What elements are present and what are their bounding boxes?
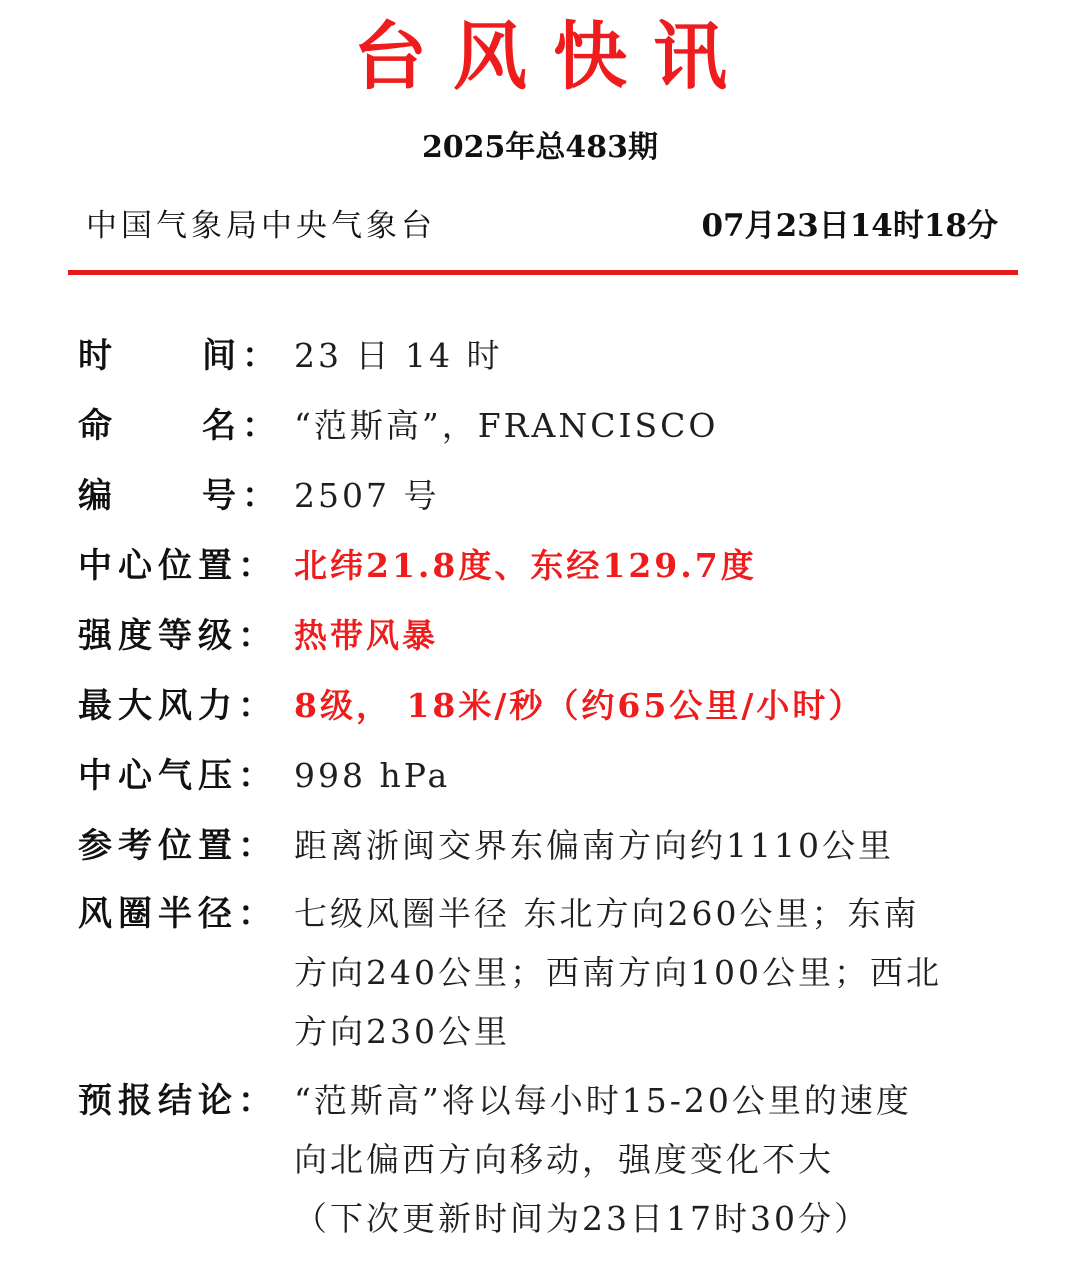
forecast-line: （下次更新时间为23日17时30分） <box>294 1199 870 1238</box>
field-label-center-position: 中心位置： <box>78 546 278 586</box>
field-label-max-wind: 最大风力： <box>78 686 278 726</box>
field-value-name: “范斯高”，FRANCISCO <box>294 406 719 445</box>
field-label-forecast: 预报结论： <box>78 1081 278 1121</box>
page-title: 台风快讯 <box>353 14 753 100</box>
issue-datetime: 07月23日14时18分 <box>701 208 998 244</box>
field-value-reference-position: 距离浙闽交界东偏南方向约1110公里 <box>294 826 894 865</box>
field-value-center-position: 北纬21.8度、东经129.7度 <box>294 546 757 585</box>
field-value-number: 2507 号 <box>294 476 440 515</box>
field-label-wind-radius: 风圈半径： <box>78 894 278 934</box>
wind-radius-line: 方向240公里；西南方向100公里；西北 <box>294 953 942 992</box>
field-label-pressure: 中心气压： <box>78 756 278 796</box>
field-label-reference-position: 参考位置： <box>78 826 278 866</box>
field-value-max-wind: 8级， 18米/秒（约65公里/小时） <box>294 686 865 725</box>
wind-radius-line: 方向230公里 <box>294 1012 510 1051</box>
field-value-pressure: 998 hPa <box>294 756 451 795</box>
forecast-line: “范斯高”将以每小时15-20公里的速度 <box>294 1081 912 1120</box>
issue-number: 2025年总483期 <box>421 130 659 165</box>
wind-radius-line: 七级风圈半径 东北方向260公里；东南 <box>294 894 920 933</box>
field-value-intensity: 热带风暴 <box>294 616 438 655</box>
header-divider <box>68 270 1018 275</box>
field-value-forecast <box>294 1071 994 1248</box>
field-label-intensity: 强度等级： <box>78 616 278 656</box>
issuing-agency: 中国气象局中央气象台 <box>86 208 436 244</box>
forecast-line: 向北偏西方向移动，强度变化不大 <box>294 1140 834 1179</box>
field-value-time: 23 日 14 时 <box>294 336 503 375</box>
field-value-wind-radius <box>294 884 994 1061</box>
